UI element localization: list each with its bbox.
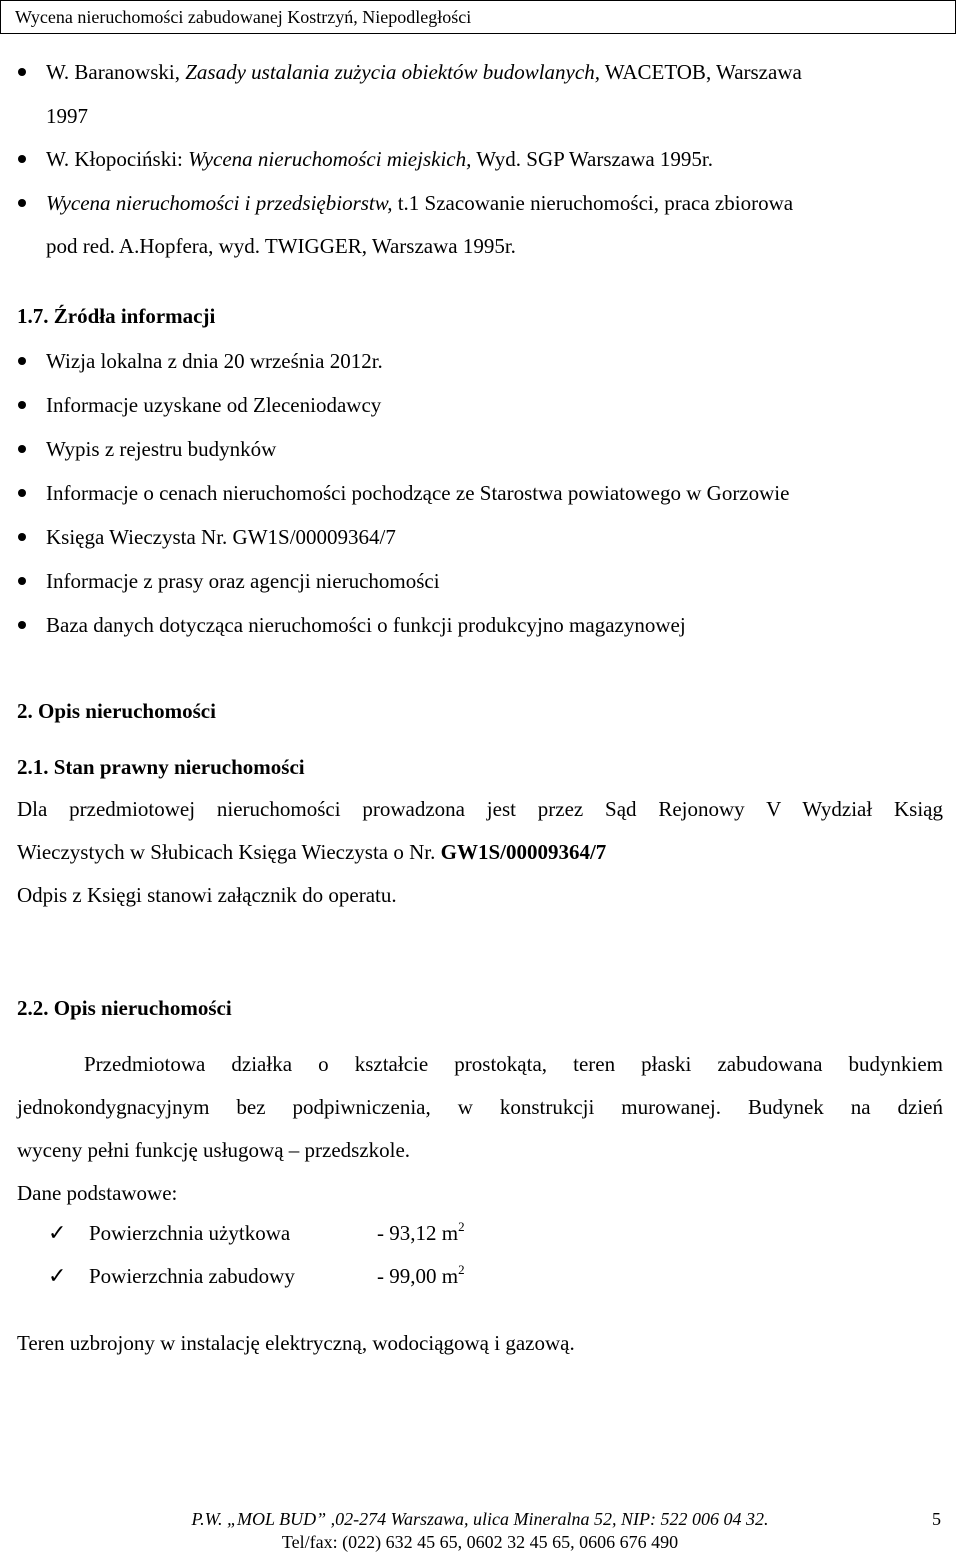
paragraph-line: wyceny pełni funkcję usługową – przedszkole. bbox=[17, 1138, 411, 1162]
paragraph-line: Wieczystych w Słubicach Księga Wieczysta o Nr. GW1S/00009364/7 bbox=[17, 840, 607, 864]
header-title: Wycena nieruchomości zabudowanej Kostrzyń, Niepodległości bbox=[15, 7, 472, 27]
paragraph-line: Przedmiotowa działka o kształcie prostokąta, teren płaski zabudowana budynkiem bbox=[84, 1052, 943, 1076]
list-item-continued: 1997 bbox=[46, 104, 88, 128]
list-item: W. Kłopociński: Wycena nieruchomości miejskich, Wyd. SGP Warszawa 1995r. bbox=[46, 137, 946, 181]
page-number: 5 bbox=[932, 1509, 941, 1529]
footer-contact: Tel/fax: (022) 632 45 65, 0602 32 45 65, 0606 676 490 bbox=[281, 1532, 679, 1552]
list-item: Informacje z prasy oraz agencji nieruchomości bbox=[46, 559, 946, 603]
checkmark-icon: ✓ bbox=[48, 1220, 67, 1245]
paragraph-line: Odpis z Księgi stanowi załącznik do operatu. bbox=[17, 883, 397, 907]
land-register-number: GW1S/00009364/7 bbox=[440, 840, 607, 864]
installations-text: Teren uzbrojony w instalację elektryczną, wodociągową i gazową. bbox=[17, 1331, 575, 1355]
list-item: Księga Wieczysta Nr. GW1S/00009364/7 bbox=[46, 515, 946, 559]
section-heading-sources: 1.7. Źródła informacji bbox=[17, 304, 216, 328]
list-item-continued: pod red. A.Hopfera, wyd. TWIGGER, Warszawa 1995r. bbox=[46, 234, 516, 258]
list-item: Wizja lokalna z dnia 20 września 2012r. bbox=[46, 339, 946, 383]
list-item: Baza danych dotycząca nieruchomości o funkcji produkcyjno magazynowej bbox=[46, 603, 946, 647]
list-item: Informacje o cenach nieruchomości pochodzące ze Starostwa powiatowego w Gorzowie bbox=[46, 471, 946, 515]
basic-data-label: Dane podstawowe: bbox=[17, 1181, 178, 1205]
section-heading-description: 2. Opis nieruchomości bbox=[17, 699, 216, 723]
subsection-heading-legal: 2.1. Stan prawny nieruchomości bbox=[17, 755, 305, 779]
paragraph-line: jednokondygnacyjnym bez podpiwniczenia, w konstrukcji murowanej. Budynek na dzień bbox=[17, 1095, 943, 1119]
subsection-heading-description: 2.2. Opis nieruchomości bbox=[17, 996, 232, 1020]
checkmark-icon: ✓ bbox=[48, 1263, 67, 1288]
footer-company: P.W. „MOL BUD” ,02-274 Warszawa, ulica Mineralna 52, NIP: 522 006 04 32. bbox=[191, 1509, 769, 1529]
list-item: Wycena nieruchomości i przedsiębiorstw, t.1 Szacowanie nieruchomości, praca zbiorowa bbox=[46, 181, 946, 225]
list-item: Wypis z rejestru budynków bbox=[46, 427, 946, 471]
list-item: W. Baranowski, Zasady ustalania zużycia obiektów budowlanych, WACETOB, Warszawa bbox=[46, 50, 946, 94]
page-header bbox=[0, 0, 956, 34]
paragraph-line: Dla przedmiotowej nieruchomości prowadzona jest przez Sąd Rejonowy V Wydział Ksiąg bbox=[17, 797, 943, 821]
list-item: Informacje uzyskane od Zleceniodawcy bbox=[46, 383, 946, 427]
